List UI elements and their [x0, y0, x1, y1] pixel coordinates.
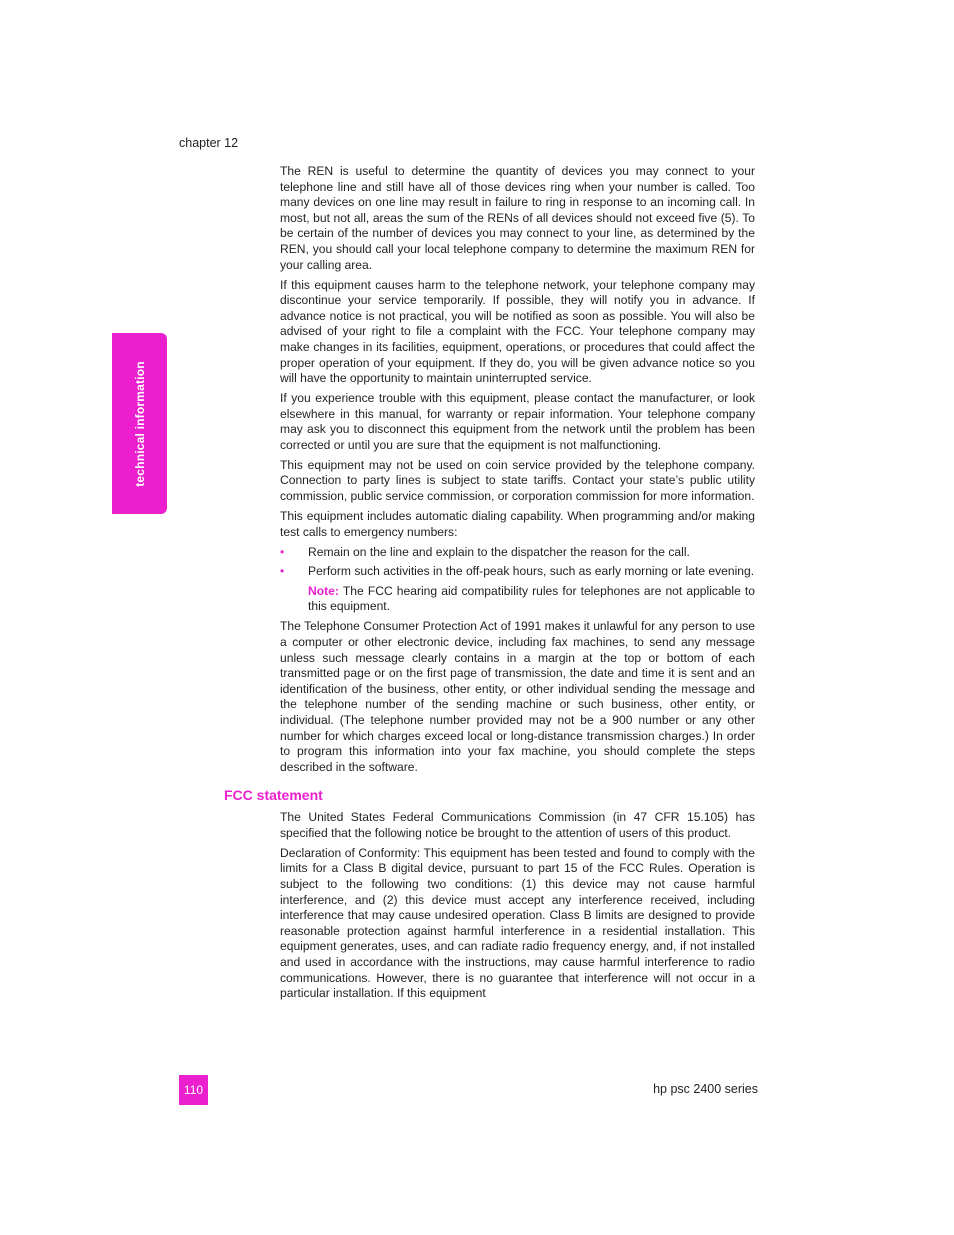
note [280, 584, 755, 615]
side-tab-label: technical information [132, 360, 147, 487]
paragraph-harm: If this equipment causes harm to the telephone network, your telephone company may discontinue your service temporarily. If possible, they will notify you in advance. If advance notice is not practical, you will be notified as soon as possible. You will also be advised of your right to file a complaint with the FCC. Your telephone company may make changes in its facilities, equipment, operations, or procedures that could affect the proper operation of your equipment. If they do, you will be given advance notice so you will have the opportunity to maintain uninterrupted service. [280, 277, 755, 386]
paragraph-coin-service: This equipment may not be used on coin service provided by the telephone company. Connection to party lines is subject to state tariffs. Contact your state’s public utility commission, public service commission, or corporation commission for more information. [280, 457, 755, 504]
paragraph-tcpa: The Telephone Consumer Protection Act of 1991 makes it unlawful for any person to use a computer or other electronic device, including fax machines, to send any message unless such message clearly contains in a margin at the top or bottom of each transmitted page or on the first page of transmission, the date and time it is sent and an identification of the business, other entity, or other individual sending the message and the telephone number of the sending machine or such business, other entity, or individual. (The telephone number provided may not be a 900 number or any other number for which charges exceed local or long-distance transmission charges.) In order to program this information into your fax machine, you should complete the steps described in the software. [280, 619, 755, 774]
paragraph-trouble: If you experience trouble with this equipment, please contact the manufacturer, or look elsewhere in this manual, for warranty or repair information. Your telephone company may ask you to disconnect this equipment from the network until the problem has been corrected or until you are sure that the equipment is not malfunctioning. [280, 391, 755, 452]
note-label: Note: [308, 583, 339, 598]
list-item [280, 545, 755, 561]
page-number-badge: 110 [179, 1075, 208, 1105]
side-tab [112, 333, 167, 514]
list-item [280, 564, 755, 580]
emergency-call-list [280, 545, 755, 580]
section-heading-fcc-statement: FCC statement [224, 787, 323, 804]
bullet-icon: • [280, 564, 285, 579]
bullet-icon: • [280, 544, 285, 559]
chapter-label: chapter 12 [179, 136, 239, 150]
paragraph-auto-dialing: This equipment includes automatic dialing capability. When programming and/or making test calls to emergency numbers: [280, 509, 755, 539]
paragraph-declaration: Declaration of Conformity: This equipment has been tested and found to comply with the limits for a Class B digital device, pursuant to part 15 of the FCC Rules. Operation is subject to the following two conditions: (1) this device may not cause harmful interference, and (2) this device must accept any interference received, including interference that may cause undesired operation. Class B limits are designed to provide reasonable protection against harmful interference in a residential installation. This equipment generates, uses, and can radiate radio frequency energy, and, if not installed and used in accordance with the instructions, may cause harmful interference to radio communications. However, there is no guarantee that interference will not occur in a particular installation. If this equipment [280, 845, 755, 1001]
paragraph-fcc-notice: The United States Federal Communications Commission (in 47 CFR 15.105) has specified that the following notice be brought to the attention of users of this product. [280, 810, 755, 840]
main-content [224, 164, 755, 1006]
product-series: hp psc 2400 series [653, 1082, 758, 1096]
note-text: The FCC hearing aid compatibility rules for telephones are not applicable to this equipment. [308, 583, 755, 614]
paragraph-ren: The REN is useful to determine the quantity of devices you may connect to your telephone line and still have all of those devices ring when your number is called. Too many devices on one line may result in failure to ring in response to an incoming call. In most, but not all, areas the sum of the RENs of all devices should not exceed five (5). To be certain of the number of devices you may connect to your line, as determined by the REN, you should call your local telephone company to determine the maximum REN for your calling area. [280, 164, 755, 272]
list-item-text: Remain on the line and explain to the dispatcher the reason for the call. [308, 544, 690, 559]
list-item-text: Perform such activities in the off-peak hours, such as early morning or late evening. [308, 564, 755, 579]
